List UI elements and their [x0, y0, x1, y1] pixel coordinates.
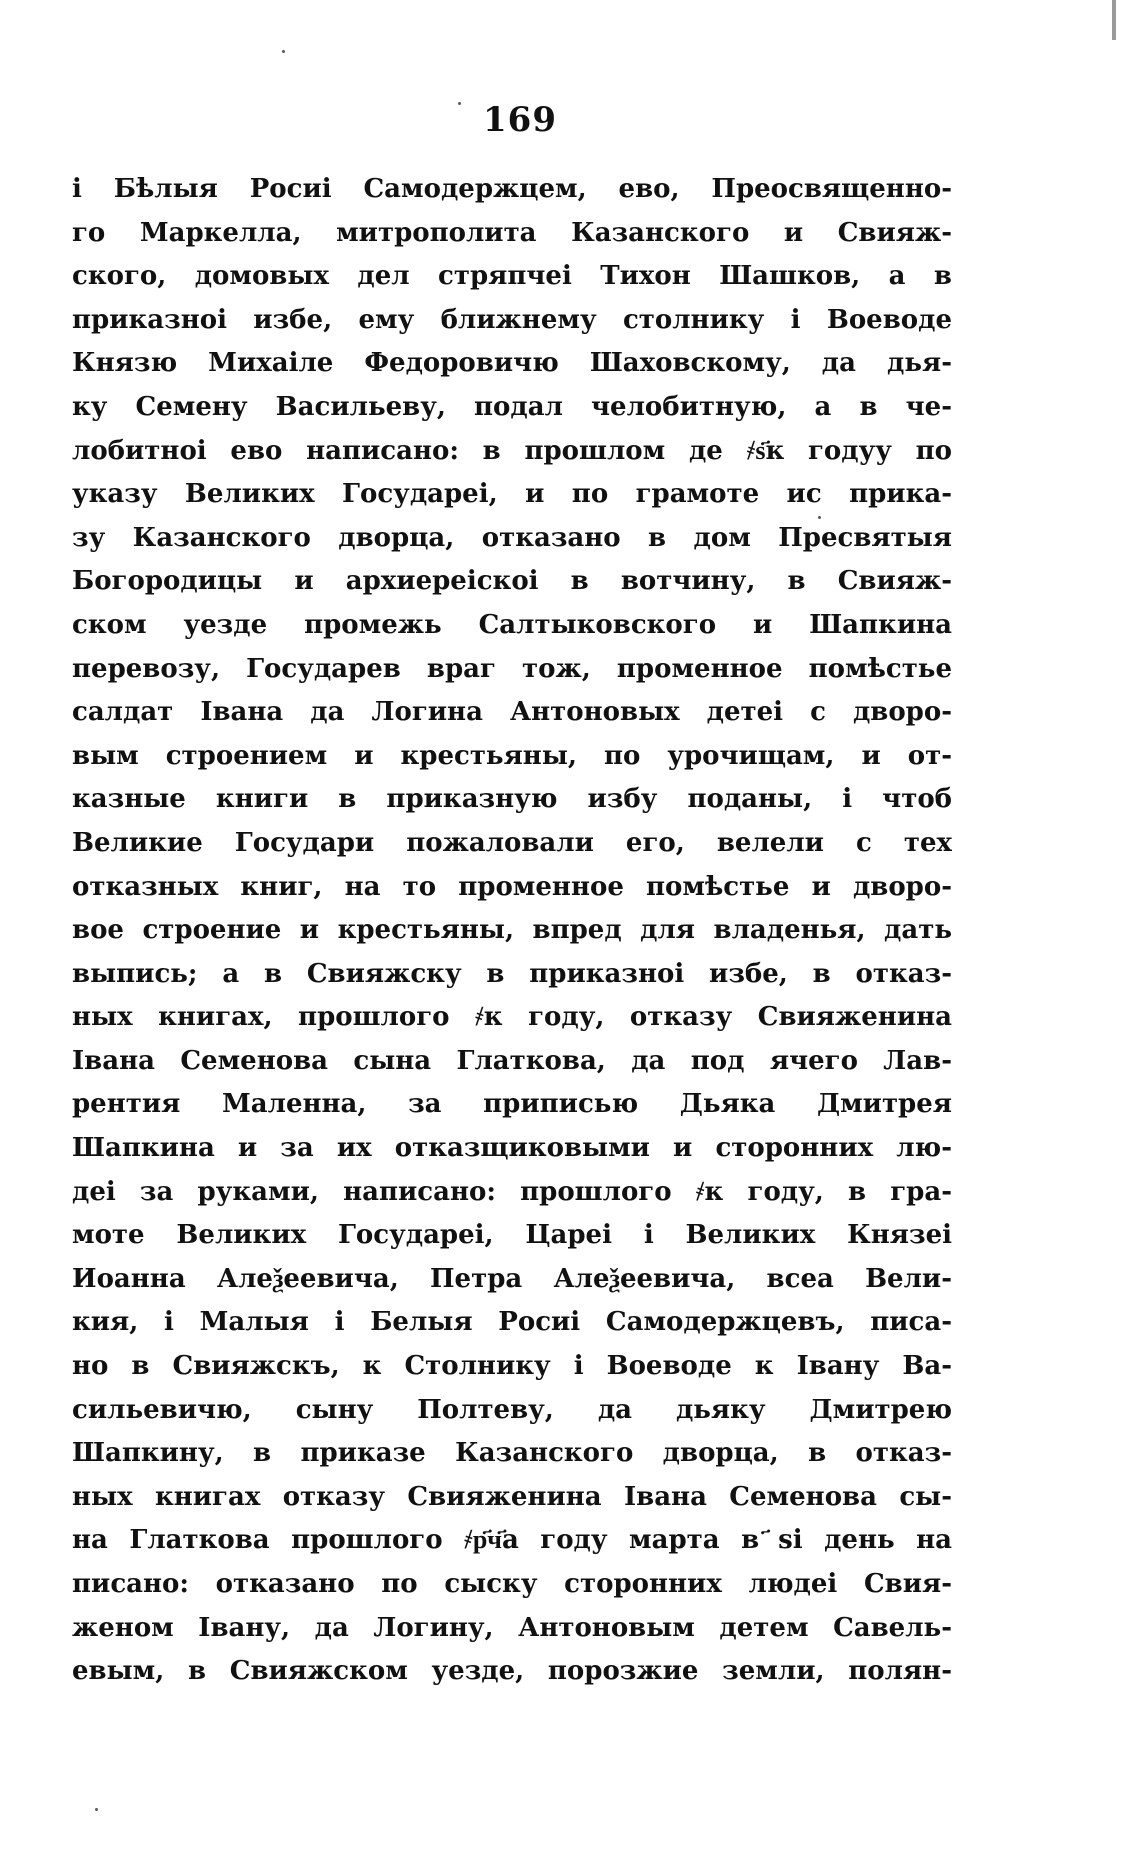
text-line: выпись; а в Свияжску в приказноі избе, в отказ- — [72, 958, 952, 989]
text-line: отказных книг, на то променное помѣстье и дворо- — [72, 871, 952, 902]
text-line: Івана Семенова сына Глаткова, да под ячего Лав- — [72, 1045, 952, 1076]
text-line: на Глаткова прошлого ҂р҃ч҃а году марта в ҃ѕі день на — [72, 1525, 952, 1556]
text-line: Великие Государи пожаловали его, велели с тех — [72, 827, 952, 858]
text-line: ных книгах отказу Свияженина Івана Семенова сы- — [72, 1481, 952, 1512]
page-number: 169 — [483, 100, 557, 140]
text-line: ку Семену Васильеву, подал челобитную, а в че- — [72, 391, 952, 422]
text-line: перевозу, Государев враг тож, променное помѣстье — [72, 653, 952, 684]
text-line: кия, і Малыя і Белыя Росиі Самодержцевъ, писа- — [72, 1307, 952, 1338]
scan-speck — [282, 50, 285, 53]
text-line: сильевичю, сыну Полтеву, да дьяку Дмитрею — [72, 1394, 952, 1425]
text-line: Шапкину, в приказе Казанского дворца, в отказ- — [72, 1438, 952, 1469]
text-line: вое строение и крестьяны, впред для владенья, дать — [72, 915, 952, 946]
text-line: казные книги в приказную избу поданы, і чтоб — [72, 784, 952, 815]
text-line: салдат Івана да Логина Антоновых детеі с дворо- — [72, 697, 952, 728]
text-line: Шапкина и за их отказщиковыми и сторонних лю- — [72, 1133, 952, 1164]
text-line: но в Свияжскъ, к Столнику і Воеводе к Івану Ва- — [72, 1351, 952, 1382]
text-line: зу Казанского дворца, отказано в дом Пресвятыя — [72, 522, 952, 553]
body-text — [72, 168, 952, 1694]
text-line: і Бѣлыя Росиі Самодержцем, ево, Преосвященно- — [72, 174, 952, 204]
scan-edge-line — [1112, 0, 1116, 40]
text-line: ском уезде промежь Салтыковского и Шапкина — [72, 609, 952, 640]
text-line: Князю Михаіле Федоровичю Шаховскому, да дья- — [72, 348, 952, 379]
text-line: Иоанна Алеѯеевича, Петра Алеѯеевича, всеа Вели- — [72, 1263, 952, 1294]
text-line: приказноі избе, ему ближнему столнику і Воеводе — [72, 304, 952, 335]
text-line: ных книгах, прошлого ҂к году, отказу Свияженина — [72, 1002, 952, 1033]
text-line: вым строением и крестьяны, по урочищам, и от- — [72, 740, 952, 771]
text-line: женом Івану, да Логину, Антоновым детем Савель- — [72, 1612, 952, 1643]
text-line: го Маркелла, митрополита Казанского и Свияж- — [72, 217, 952, 248]
text-line: моте Великих Государеі, Цареі і Великих Князеі — [72, 1220, 952, 1251]
text-line: ского, домовых дел стряпчеі Тихон Шашков, а в — [72, 261, 952, 292]
text-line: указу Великих Государеі, и по грамоте ис прика- — [72, 479, 952, 510]
text-line: евым, в Свияжском уезде, порозжие земли, полян- — [72, 1656, 952, 1687]
text-line: Богородицы и архиереіскоі в вотчину, в Свияж- — [72, 566, 952, 597]
text-line: рентия Маленна, за приписью Дьяка Дмитрея — [72, 1089, 952, 1120]
text-line: писано: отказано по сыску сторонних людеі Свия- — [72, 1569, 952, 1599]
text-line: деі за руками, написано: прошлого ҂к году, в гра- — [72, 1176, 952, 1207]
scan-speck — [95, 1808, 98, 1811]
text-line: лобитноі ево написано: в прошлом де ҂ѕ҃к годуу по — [72, 435, 952, 466]
